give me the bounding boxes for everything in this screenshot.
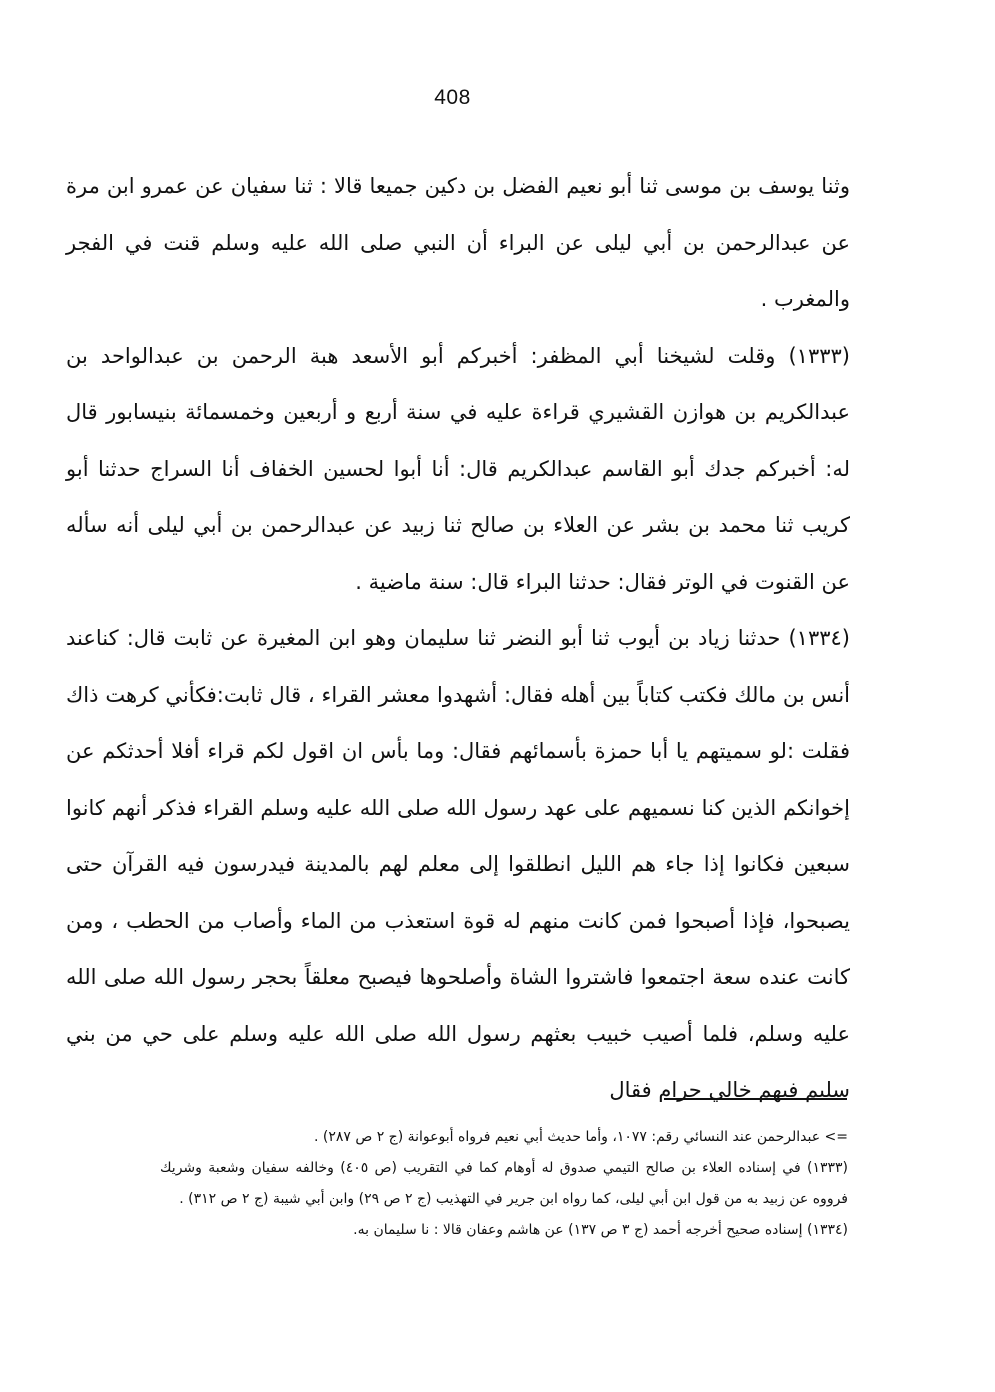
- footnote-1333: (١٣٣٣) في إسناده العلاء بن صالح التيمي صدوق له أوهام كما في التقريب (ص ٤٠٥) وخالفه سفيان وشعبة وشريك فرووه عن زبيد به من قول ابن أبي ليلى، كما رواه ابن جرير في التهذيب (ج ٢ ص ٢٩) وابن أبي شيبة (ج ٢ ص ٣١٢) .: [160, 1160, 848, 1207]
- main-text: [66, 158, 850, 1119]
- paragraph-hadith-1334: (١٣٣٤) حدثنا زياد بن أيوب ثنا أبو النضر ثنا سليمان وهو ابن المغيرة عن ثابت قال: كناعند أنس بن مالك فكتب كتاباً بين أهله فقال: أشهدوا معشر القراء ، قال ثابت:فكأني كرهت ذاك فقلت :لو سميتهم يا أبا حمزة بأسمائهم فقال: وما بأس ان اقول لكم قراء أفلا أحدثكم عن إخوانكم الذين كنا نسميهم على عهد رسول الله صلى الله عليه وسلم القراء فذكر أنهم كانوا سبعين فكانوا إذا جاء هم الليل انطلقوا إلى معلم لهم بالمدينة فيدرسون فيه القرآن حتى يصبحوا، فإذا أصبحوا فمن كانت منهم له قوة استعذب من الماء وأصاب من الحطب ، ومن كانت عنده سعة اجتمعوا فاشتروا الشاة وأصلحوها فيصبح معلقاً بحجر رسول الله صلى الله عليه وسلم، فلما أصيب خبيب بعثهم رسول الله صلى الله عليه وسلم على حي من بني سليم فيهم خالي حرام فقال: [66, 626, 850, 1102]
- page-number: 408: [434, 86, 471, 109]
- footnote-divider: [664, 1098, 847, 1100]
- footnote-1334: (١٣٣٤) إسناده صحيح أخرجه أحمد (ج ٣ ص ١٣٧) عن هاشم وعفان قالا : نا سليمان به.: [353, 1222, 848, 1238]
- paragraph-hadith-1333: (١٣٣٣) وقلت لشيخنا أبي المظفر: أخبركم أبو الأسعد هبة الرحمن بن عبدالواحد بن عبدالكريم بن هوازن القشيري قراءة عليه في سنة أربع و أربعين وخمسمائة بنيسابور قال له: أخبركم جدك أبو القاسم عبدالكريم قال: أنا أبوا لحسين الخفاف أنا السراج حدثنا أبو كريب ثنا محمد بن بشر عن العلاء بن صالح ثنا زبيد عن عبدالرحمن بن أبي ليلى أنه سأله عن القنوت في الوتر فقال: حدثنا البراء قال: سنة ماضية .: [66, 343, 850, 594]
- footnotes: [160, 1122, 848, 1246]
- paragraph-hadith-continuation: وثنا يوسف بن موسى ثنا أبو نعيم الفضل بن دكين جميعا قالا : ثنا سفيان عن عمرو ابن مرة عن عبدالرحمن بن أبي ليلى عن البراء أن النبي صلى الله عليه وسلم قنت في الفجر والمغرب .: [66, 174, 850, 311]
- footnote-continuation: => عبدالرحمن عند النسائي رقم: ١٠٧٧، وأما حديث أبي نعيم فرواه أبوعوانة (ج ٢ ص ٢٨٧) .: [313, 1129, 848, 1145]
